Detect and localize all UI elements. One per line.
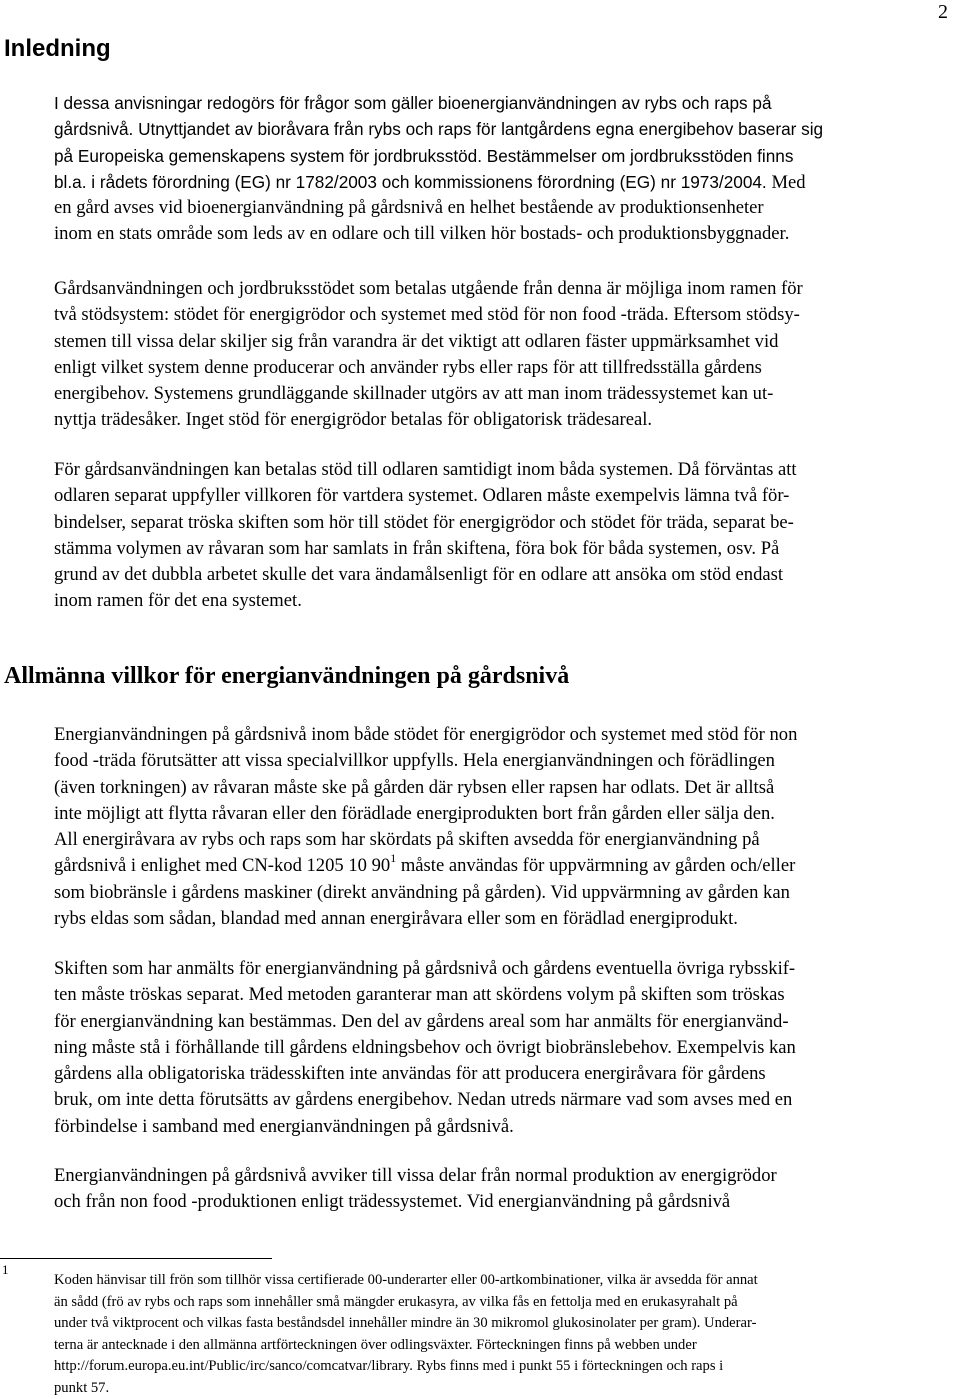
text-segment: Med xyxy=(771,171,806,193)
text-line: och från non food -produktionen enligt trädessystemet. Vid energianvändning på gårdsnivå xyxy=(54,1191,731,1213)
footnote-link-line[interactable]: http://forum.europa.eu.int/Public/irc/sanco/comcatvar/library. Rybs finns med i punkt 55 i förteckningen och raps i xyxy=(54,1358,724,1374)
text-line: inom ramen för det ena systemet. xyxy=(54,590,302,612)
paragraph-gardsanvandning xyxy=(54,457,956,615)
text-segment: måste användas för uppvärmning av gården och/eller xyxy=(396,855,796,877)
text-line: enligt vilket system denne producerar och använder rybs eller raps för att tillfredsställa gårdens xyxy=(54,356,762,378)
footnote-reference[interactable]: 1 xyxy=(390,851,397,866)
text-line: nyttja trädesåker. Inget stöd för energigrödor betalas för obligatorisk trädesareal. xyxy=(54,409,653,431)
text-line: förbindelse i samband med energianvändningen på gårdsnivå. xyxy=(54,1115,514,1137)
text-segment: gårdsnivå i enlighet med CN-kod 1205 10 90 xyxy=(54,855,391,877)
text-line: på Europeiska gemenskapens system för jordbruksstöd. Bestämmelser om jordbruksstöden finns xyxy=(54,145,794,166)
text-line: en gård avses vid bioenergianvändning på gårdsnivå en helhet bestående av produktionsenheter xyxy=(54,197,764,219)
footnote-line: Koden hänvisar till frön som tillhör vissa certifierade 00-underarter eller 00-artkombinationer, vilka är avsedda för annat xyxy=(54,1272,758,1288)
footnote-separator xyxy=(0,1258,272,1259)
footnote-line: terna är antecknade i den allmänna artförteckningen över odlingsväxter. Förteckningen finns på webben under xyxy=(54,1336,697,1353)
footnote-line: punkt 57. xyxy=(54,1379,110,1396)
text-line: rybs eldas som sådan, blandad med annan energiråvara eller som en förädlad energiprodukt. xyxy=(54,908,738,930)
text-line: (även torkningen) av råvaran måste ske på gården där rybsen eller rapsen har odlats. Det är alltså xyxy=(54,776,775,798)
paragraph-skiften xyxy=(54,956,956,1140)
text-line: Energianvändningen på gårdsnivå inom både stödet för energigrödor och systemet med stöd för non xyxy=(54,724,798,745)
paragraph-stodsystem xyxy=(54,276,956,434)
footnote xyxy=(54,1270,956,1399)
paragraph-energianvandning xyxy=(54,722,956,932)
text-line: stämma volymen av råvaran som har samlats in från skiftena, föra bok för båda systemen, osv. På xyxy=(54,537,780,559)
text-line: energibehov. Systemens grundläggande skillnader utgörs av att man inom trädessystemet kan ut- xyxy=(54,383,774,405)
text-line: inte möjligt att flytta råvaran eller den förädlade energiprodukten bort från gården eller sälja den. xyxy=(54,802,775,824)
paragraph-avviker xyxy=(54,1163,956,1216)
text-line: ten måste tröskas separat. Med metoden garanterar man att skördens volym på skiften som tröskas xyxy=(54,984,785,1006)
footnote-line: än sådd (frö av rybs och raps som innehåller små mängder erukasyra, av vilka fås en fettolja med en erukasyrahalt på xyxy=(54,1293,738,1310)
text-line: Energianvändningen på gårdsnivå avviker till vissa delar från normal produktion av energigrödor xyxy=(54,1165,777,1186)
paragraph-intro xyxy=(54,90,956,248)
text-line: bruk, om inte detta förutsätts av gårdens energibehov. Nedan utreds närmare vad som avses med en xyxy=(54,1089,793,1111)
text-line: odlaren separat uppfyller villkoren för vartdera systemet. Odlaren måste exempelvis lämna två för- xyxy=(54,485,790,507)
text-segment: bl.a. i rådets förordning (EG) nr 1782/2003 och kommissionens förordning (EG) nr 1973/2004. xyxy=(54,171,767,192)
section-heading-inledning: Inledning xyxy=(4,35,111,62)
page-number: 2 xyxy=(938,1,948,23)
text-line: inom en stats område som leds av en odlare och till vilken hör bostads- och produktionsbyggnader. xyxy=(54,223,790,245)
text-line: Gårdsanvändningen och jordbruksstödet som betalas utgående från denna är möjliga inom ramen för xyxy=(54,278,803,299)
text-line: gårdens alla obligatoriska trädesskiften inte användas för att producera energiråvara för gårdens xyxy=(54,1063,766,1085)
footnote-line: under två viktprocent och vilkas fasta beståndsdel innehåller mindre än 30 mikromol glukosinolater per gram). Underar- xyxy=(54,1315,757,1331)
text-line: två stödsystem: stödet för energigrödor och systemet med stöd för non food -träda. Eftersom stödsy- xyxy=(54,304,800,326)
text-line: I dessa anvisningar redogörs för frågor som gäller bioenergianvändningen av rybs och raps på xyxy=(54,93,772,113)
text-line: stemen till vissa delar skiljer sig från varandra är det viktigt att odlaren fäster uppmärksamhet vid xyxy=(54,330,779,352)
text-line: ning måste stå i förhållande till gårdens eldningsbehov och övrigt biobränslebehov. Exempelvis kan xyxy=(54,1036,796,1058)
text-line: Skiften som har anmälts för energianvändning på gårdsnivå och gårdens eventuella övriga rybsskif- xyxy=(54,958,796,979)
text-line: gårdsnivå. Utnyttjandet av bioråvara från rybs och raps för lantgårdens egna energibehov baserar sig xyxy=(54,119,824,140)
text-line: som biobränsle i gårdens maskiner (direkt användning på gården). Vid uppvärmning av gården kan xyxy=(54,881,790,903)
text-line: bindelser, separat tröska skiften som hör till stödet för energigrödor och stödet för träda, separat be- xyxy=(54,511,794,533)
text-line: grund av det dubbla arbetet skulle det vara ändamålsenligt för en odlare att ansöka om stöd endast xyxy=(54,564,784,586)
text-line xyxy=(54,853,956,879)
footnote-marker: 1 xyxy=(2,1262,9,1277)
text-line: för energianvändning kan bestämmas. Den del av gårdens areal som har anmälts för energianvänd- xyxy=(54,1010,789,1032)
section-heading-allmanna-villkor: Allmänna villkor för energianvändningen på gårdsnivå xyxy=(4,663,570,689)
text-line: food -träda förutsätter att vissa specialvillkor uppfylls. Hela energianvändningen och förädlingen xyxy=(54,750,775,772)
text-line: För gårdsanvändningen kan betalas stöd till odlaren samtidigt inom båda systemen. Då förväntas att xyxy=(54,459,797,480)
text-line xyxy=(54,169,956,195)
text-line: All energiråvara av rybs och raps som har skördats på skiften avsedda för energianvändning på xyxy=(54,829,760,851)
